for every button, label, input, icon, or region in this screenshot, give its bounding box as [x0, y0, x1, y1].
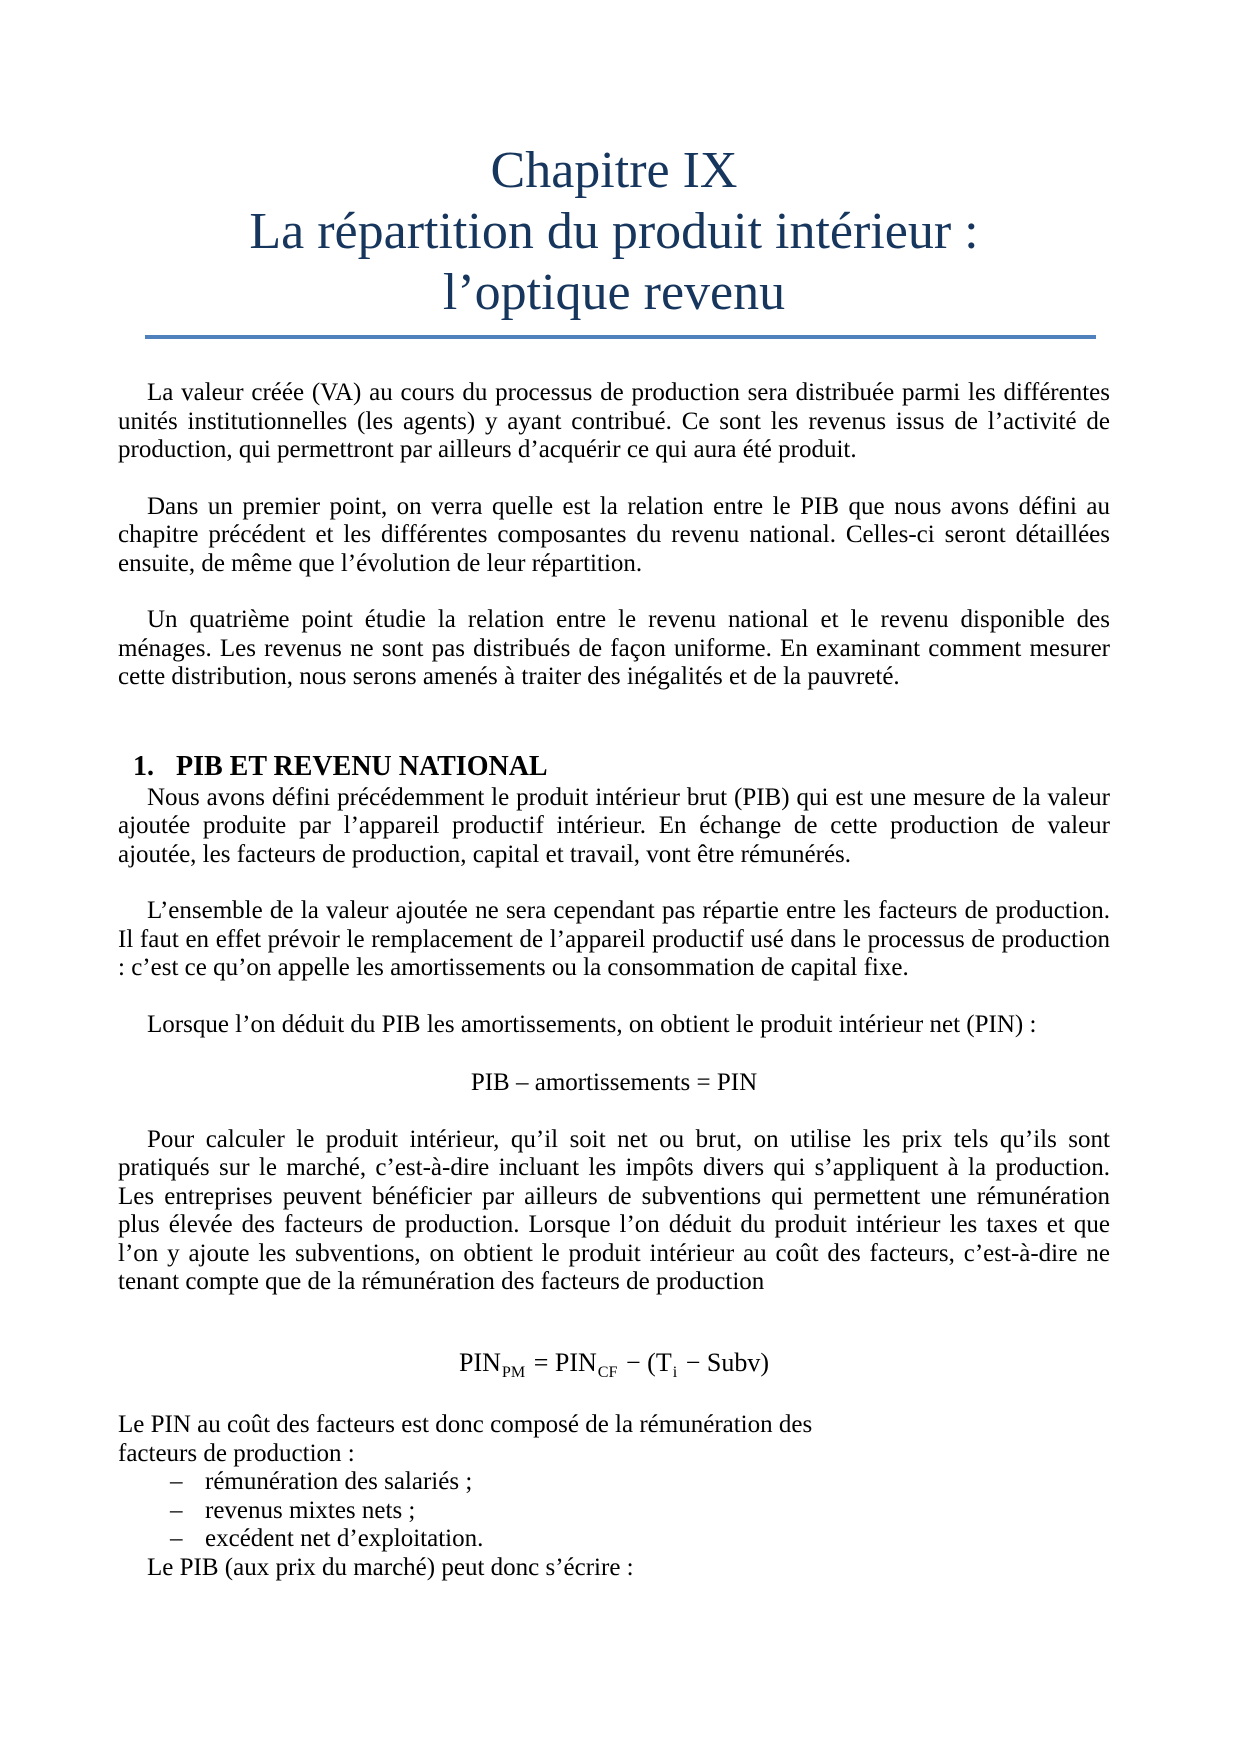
formula-equals-sign: = [527, 1347, 555, 1377]
section-1-number: 1. [133, 750, 154, 782]
chapter-title-line-2: La répartition du produit intérieur : [249, 203, 979, 260]
formula-subscript-cf: CF [597, 1363, 618, 1381]
section-1-paragraph-3: Lorsque l’on déduit du PIB les amortissements, on obtient le produit intérieur net (PIN) : [147, 1010, 1037, 1038]
document-body [118, 379, 1110, 1582]
dash-bullet: – [170, 1525, 183, 1552]
list-item-text: excédent net d’exploitation. [205, 1525, 484, 1552]
formula-pin-pm-equation [118, 1347, 1110, 1381]
chapter-title-line-3: l’optique revenu [442, 264, 786, 321]
chapter-title-line-1: Chapitre IX [490, 142, 738, 199]
paragraph-5-line-2: facteurs de production : [118, 1439, 355, 1467]
intro-paragraph-3: Un quatrième point étudie la relation entre le revenu national et le revenu disponible des ménages. Les revenus ne sont pas distribués de façon uniforme. En examinant comment mesurer cette distribution, nous serons amenés à traiter des inégalités et de la pauvreté. [118, 606, 1110, 690]
list-item [118, 1497, 1110, 1526]
dash-bullet: – [170, 1468, 183, 1495]
formula-subscript-pm: PM [501, 1363, 526, 1381]
intro-paragraph-1: La valeur créée (VA) au cours du processus de production sera distribuée parmi les différentes unités institutionnelles (les agents) y ayant contribué. Ce sont les revenus issus de l’activité de production, qui permettront par ailleurs d’acquérir ce qui aura été produit. [118, 379, 1110, 463]
section-1-paragraph-5 [118, 1411, 1110, 1468]
section-1-paragraph-1: Nous avons défini précédemment le produit intérieur brut (PIB) qui est une mesure de la valeur ajoutée produite par l’appareil productif intérieur. En échange de cette production de valeur ajoutée, les facteurs de production, capital et travail, vont être rémunérés. [118, 783, 1110, 868]
dash-bullet: – [170, 1496, 183, 1524]
formula-pin-base-2: PIN [554, 1347, 597, 1377]
formula-subscript-i: i [672, 1363, 678, 1381]
list-item-text: rémunération des salariés ; [205, 1468, 473, 1495]
section-1-paragraph-6: Le PIB (aux prix du marché) peut donc s’écrire : [147, 1553, 634, 1581]
section-1-paragraph-4: Pour calculer le produit intérieur, qu’il soit net ou brut, on utilise les prix tels qu’ils sont pratiqués sur le marché, c’est-à-dire incluant les impôts divers qui s’appliquent à la production. Les entreprises peuvent bénéficier par ailleurs de subventions qui permettent une rémunération plus élevée des facteurs de production. Lorsque l’on déduit du produit intérieur les taxes et que l’on y ajoute les subventions, on obtient le produit intérieur au coût des facteurs, c’est-à-dire ne tenant compte que de la rémunération des facteurs de production [118, 1125, 1110, 1295]
list-item [118, 1468, 1110, 1497]
section-1-heading-text: PIB ET REVENU NATIONAL [176, 750, 548, 782]
list-item-text: revenus mixtes nets ; [205, 1496, 416, 1524]
formula-pin-base-1: PIN [459, 1347, 501, 1377]
section-1-heading [118, 750, 1110, 784]
formula-pib-minus-amortissements: PIB – amortissements = PIN [470, 1069, 758, 1096]
formula-minus-open-paren: − (T [619, 1347, 672, 1377]
factors-list [118, 1468, 1110, 1554]
title-underline-rule [145, 335, 1096, 339]
chapter-title-block [118, 140, 1110, 323]
section-1-paragraph-2: L’ensemble de la valeur ajoutée ne sera cependant pas répartie entre les facteurs de production. Il faut en effet prévoir le remplacement de l’appareil productif usé dans le processus de production : c’est ce qu’on appelle les amortissements ou la consommation de capital fixe. [118, 897, 1110, 981]
list-item [118, 1525, 1110, 1554]
paragraph-5-line-1: Le PIN au coût des facteurs est donc composé de la rémunération des [118, 1411, 813, 1438]
formula-close-paren: − Subv) [679, 1347, 769, 1377]
intro-paragraph-2: Dans un premier point, on verra quelle est la relation entre le PIB que nous avons défini au chapitre précédent et les différentes composantes du revenu national. Celles-ci seront détaillées ensuite, de même que l’évolution de leur répartition. [118, 492, 1110, 577]
